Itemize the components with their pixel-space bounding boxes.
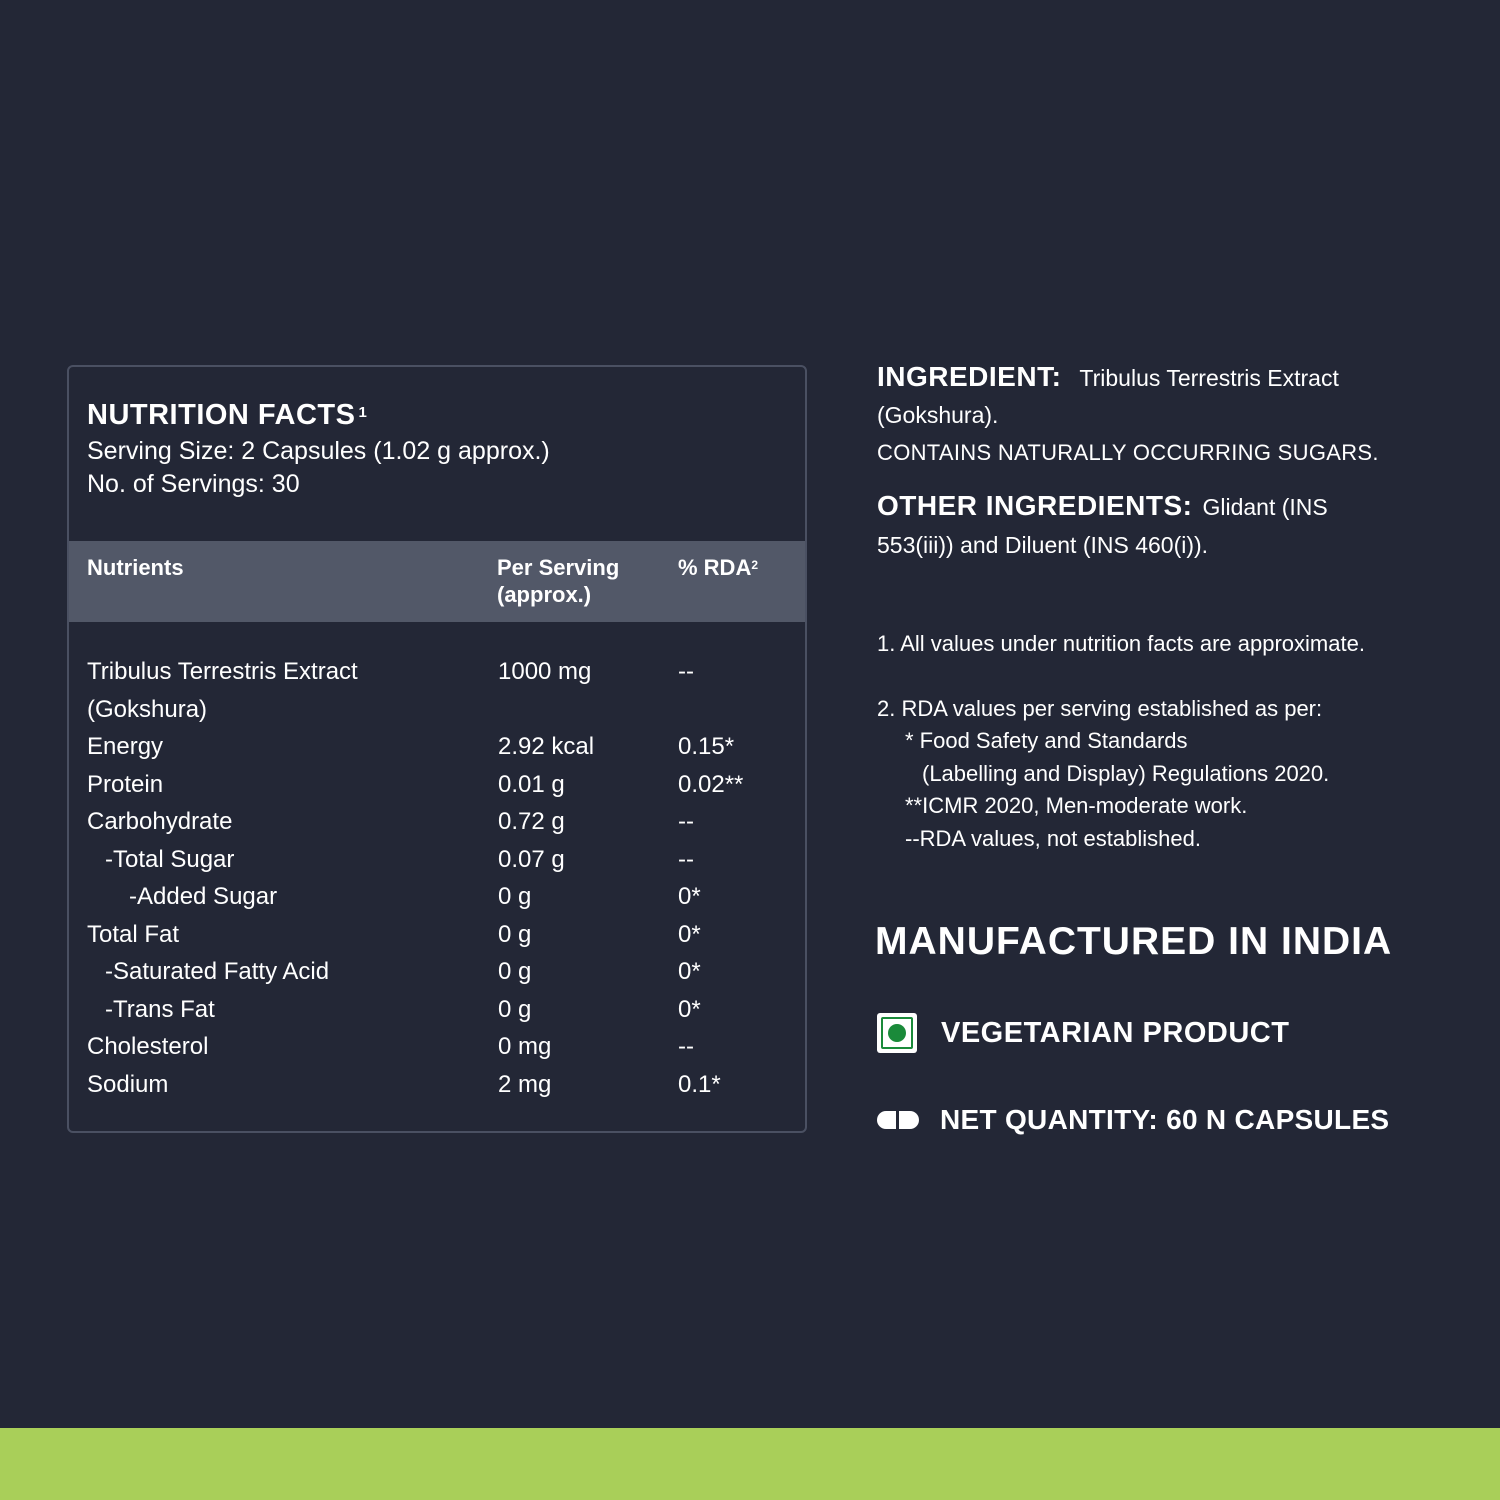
- net-quantity-text: NET QUANTITY: 60 N CAPSULES: [940, 1104, 1390, 1135]
- footnote-2b: (Labelling and Display) Regulations 2020.: [922, 760, 1330, 786]
- footnote-2d: --RDA values, not established.: [905, 825, 1201, 851]
- table-row: [69, 653, 807, 728]
- nutrient-name: -Trans Fat: [105, 995, 215, 1023]
- nutrition-table-header: [69, 541, 807, 622]
- per-serving-value: 0 mg: [498, 1033, 552, 1060]
- nutrient-name: [87, 653, 487, 728]
- accent-bar: [0, 1428, 1500, 1500]
- ingredient-text-line1: Tribulus Terrestris Extract: [1079, 365, 1339, 391]
- header-per-serving: [497, 554, 677, 608]
- per-serving-value: 1000 mg: [498, 658, 592, 685]
- per-serving-value: 0.72 g: [498, 808, 565, 835]
- nutrient-name: Energy: [87, 733, 164, 760]
- nutrient-name-line2: (Gokshura): [87, 695, 208, 723]
- per-serving-value: 0 g: [498, 920, 532, 948]
- per-serving-value: 0 g: [498, 958, 532, 985]
- table-row: [69, 878, 807, 916]
- other-ingredients-text-line2: 553(iii)) and Diluent (INS 460(i)).: [877, 532, 1209, 558]
- header-per-serving-line2: (approx.): [497, 582, 592, 607]
- table-row: [69, 916, 807, 954]
- vegetarian-icon: [877, 1013, 917, 1053]
- nutrient-name: Cholesterol: [87, 1033, 209, 1060]
- ingredients-section: [877, 358, 1477, 564]
- rda-value: 0*: [678, 958, 701, 985]
- ingredient-block: [877, 358, 1477, 471]
- table-row: [69, 1028, 807, 1066]
- rda-value: --: [678, 845, 694, 873]
- serving-size: Serving Size: 2 Capsules (1.02 g approx.): [87, 437, 550, 465]
- ingredient-line1: [877, 358, 1477, 397]
- nutrient-name: -Total Sugar: [105, 845, 235, 873]
- per-serving-value: 0 g: [498, 995, 532, 1023]
- capsule-icon-right: [899, 1111, 919, 1129]
- other-ingredients-text-line1: Glidant (INS: [1202, 494, 1328, 520]
- nutrient-name: -Saturated Fatty Acid: [105, 958, 330, 985]
- per-serving-value: 0.01 g: [498, 770, 565, 798]
- rda-value: 0.1*: [678, 1070, 721, 1098]
- per-serving-value: 2.92 kcal: [498, 733, 595, 760]
- sugar-note: CONTAINS NATURALLY OCCURRING SUGARS.: [877, 440, 1379, 465]
- nutrient-name: -Added Sugar: [129, 883, 278, 910]
- rda-value: --: [678, 808, 694, 835]
- header-rda: [678, 554, 758, 581]
- rda-value: 0*: [678, 920, 701, 948]
- table-row: [69, 766, 807, 804]
- manufactured-in-india: MANUFACTURED IN INDIA: [875, 920, 1393, 963]
- nutrition-title: [87, 397, 787, 435]
- nutrition-title-footnote: 1: [358, 404, 368, 421]
- header-rda-footnote: 2: [751, 558, 759, 572]
- table-row: [69, 991, 807, 1029]
- table-row: [69, 1066, 807, 1104]
- nutrition-header: [87, 397, 787, 501]
- header-per-serving-line1: Per Serving: [497, 555, 620, 580]
- footnotes: [877, 628, 1477, 855]
- nutrient-name: Total Fat: [87, 920, 180, 948]
- table-row: [69, 953, 807, 991]
- nutrient-name-line1: Tribulus Terrestris Extract: [87, 658, 358, 685]
- footnote-1: 1. All values under nutrition facts are approximate.: [877, 631, 1365, 656]
- net-quantity: [877, 1100, 1389, 1140]
- vegetarian-text: VEGETARIAN PRODUCT: [941, 1016, 1290, 1049]
- footnote-2: 2. RDA values per serving established as per:: [877, 695, 1323, 721]
- other-ingredients-block: [877, 487, 1477, 564]
- header-nutrients: Nutrients: [87, 555, 184, 580]
- capsule-icon: [877, 1111, 919, 1129]
- rda-value: --: [678, 1033, 694, 1060]
- header-rda-text: % RDA: [678, 555, 752, 580]
- nutrient-name: Sodium: [87, 1070, 169, 1098]
- table-row: [69, 728, 807, 766]
- ingredient-text-line2: (Gokshura).: [877, 402, 999, 428]
- rda-value: 0*: [678, 995, 701, 1023]
- number-of-servings: No. of Servings: 30: [87, 470, 300, 498]
- ingredient-label: INGREDIENT:: [877, 361, 1062, 392]
- rda-value: 0.02**: [678, 770, 744, 798]
- rda-value: 0.15*: [678, 733, 735, 760]
- table-row: [69, 803, 807, 841]
- capsule-icon-left: [877, 1111, 896, 1129]
- nutrient-name: Carbohydrate: [87, 808, 233, 835]
- other-ingredients-line1: [877, 487, 1477, 526]
- nutrient-name: Protein: [87, 770, 164, 798]
- table-row: [69, 841, 807, 879]
- per-serving-value: 2 mg: [498, 1070, 552, 1098]
- footnote-2c: **ICMR 2020, Men-moderate work.: [905, 793, 1248, 818]
- other-ingredients-label: OTHER INGREDIENTS:: [877, 490, 1193, 521]
- vegetarian-badge: [877, 1011, 1289, 1055]
- nutrition-rows: [69, 653, 807, 1103]
- per-serving-value: 0 g: [498, 883, 532, 910]
- nutrition-facts-panel: [67, 365, 807, 1133]
- footnote-2a: * Food Safety and Standards: [905, 728, 1188, 753]
- nutrition-title-text: NUTRITION FACTS: [87, 399, 356, 431]
- per-serving-value: 0.07 g: [498, 845, 565, 873]
- rda-value: --: [678, 658, 694, 685]
- rda-value: 0*: [678, 883, 701, 910]
